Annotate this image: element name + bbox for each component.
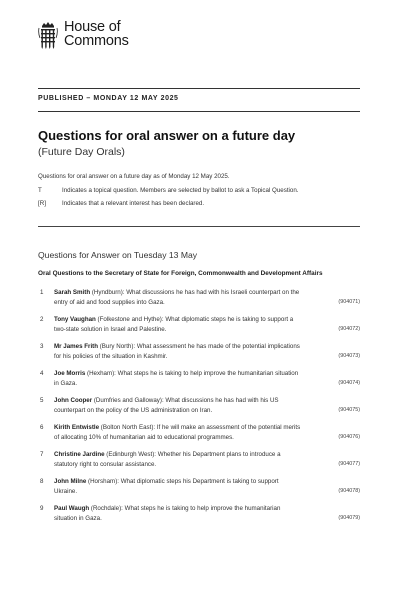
house-of-commons-logo — [38, 20, 129, 51]
constituency: (Hyndburn): — [90, 289, 127, 296]
logo-wordmark — [64, 20, 129, 48]
question-number: 6 — [40, 424, 44, 431]
top-divider — [38, 88, 360, 89]
question-number: 2 — [40, 316, 44, 323]
logo-line-2: Commons — [64, 33, 129, 49]
constituency: (Folkestone and Hythe): — [95, 316, 166, 323]
question-body — [54, 423, 324, 443]
question-item — [38, 342, 360, 369]
question-text-line-1: What discussions he has had with his Israeli counterpart on the — [126, 289, 300, 296]
question-body — [54, 315, 324, 335]
question-text-line-2: counterpart on the policy of the US administration on Iran. — [54, 406, 213, 414]
page-subtitle: (Future Day Orals) — [38, 146, 125, 158]
legend-symbol: [R] — [38, 200, 46, 207]
question-body — [54, 450, 324, 470]
legend-interest — [38, 200, 204, 207]
question-body — [54, 288, 324, 308]
question-item — [38, 477, 360, 504]
constituency: (Bolton North East): — [99, 424, 157, 431]
question-text-line-1: Whether his Department plans to introduce a — [157, 451, 281, 458]
question-item — [38, 315, 360, 342]
question-reference: (904071) — [338, 298, 360, 305]
published-divider — [38, 111, 360, 112]
member-name: Christine Jardine — [54, 451, 105, 458]
question-item — [38, 504, 360, 531]
question-item — [38, 288, 360, 315]
constituency: (Rochdale): — [89, 505, 125, 512]
question-reference: (904076) — [338, 433, 360, 440]
question-reference: (904079) — [338, 514, 360, 521]
question-text-line-2: of allocating 10% of humanitarian aid to educational programmes. — [54, 433, 234, 441]
section-heading: Oral Questions to the Secretary of State for Foreign, Commonwealth and Development Affairs — [38, 270, 323, 277]
page-title: Questions for oral answer on a future day — [38, 128, 296, 143]
question-text-line-1: If he will make an assessment of the potential merits — [156, 424, 301, 431]
question-number: 1 — [40, 289, 44, 296]
section-divider — [38, 226, 360, 227]
question-body — [54, 342, 324, 362]
question-reference: (904075) — [338, 406, 360, 413]
question-number: 9 — [40, 505, 44, 512]
question-number: 7 — [40, 451, 44, 458]
question-number: 8 — [40, 478, 44, 485]
legend-symbol: T — [38, 187, 42, 194]
question-number: 5 — [40, 397, 44, 404]
constituency: (Hexham): — [85, 370, 118, 377]
question-text-line-2: Ukraine. — [54, 487, 78, 495]
member-name: Mr James Frith — [54, 343, 99, 350]
legend-topical — [38, 187, 299, 194]
question-reference: (904078) — [338, 487, 360, 494]
question-item — [38, 396, 360, 423]
portcullis-icon — [38, 21, 58, 51]
question-text-line-1: What assessment he has made of the potential implications — [136, 343, 300, 350]
member-name: Kirith Entwistle — [54, 424, 100, 431]
intro-text: Questions for oral answer on a future day as of Monday 12 May 2025. — [38, 173, 230, 180]
question-text-line-2: for his policies of the situation in Kashmir. — [54, 352, 168, 360]
question-reference: (904077) — [338, 460, 360, 467]
question-text-line-2: statutory right to consular assistance. — [54, 460, 157, 468]
constituency: (Dumfries and Galloway): — [92, 397, 166, 404]
question-number: 4 — [40, 370, 44, 377]
question-text-line-2: entry of aid and food supplies into Gaza. — [54, 298, 165, 306]
member-name: Sarah Smith — [54, 289, 91, 296]
question-body — [54, 396, 324, 416]
question-text-line-1: What steps he is taking to help improve the humanitarian — [124, 505, 281, 512]
question-text-line-1: What diplomatic steps his Department is taking to support — [120, 478, 279, 485]
legend-text: Indicates a topical question. Members are selected by ballot to ask a Topical Question. — [62, 187, 299, 194]
question-number: 3 — [40, 343, 44, 350]
question-body — [54, 369, 324, 389]
question-text-line-1: What steps he is taking to help improve the humanitarian situation — [117, 370, 299, 377]
question-item — [38, 450, 360, 477]
question-reference: (904073) — [338, 352, 360, 359]
question-item — [38, 369, 360, 396]
question-text-line-2: situation in Gaza. — [54, 514, 102, 522]
question-text-line-1: What diplomatic steps he is taking to support a — [165, 316, 294, 323]
question-list — [38, 288, 360, 531]
constituency: (Bury North): — [98, 343, 137, 350]
member-name: Joe Morris — [54, 370, 86, 377]
question-reference: (904072) — [338, 325, 360, 332]
question-text-line-1: What discussions he has had with his US — [165, 397, 279, 404]
member-name: John Milne — [54, 478, 87, 485]
question-body — [54, 504, 324, 524]
section-date: Questions for Answer on Tuesday 13 May — [38, 250, 198, 260]
constituency: (Edinburgh West): — [104, 451, 158, 458]
question-text-line-2: in Gaza. — [54, 379, 78, 387]
member-name: John Cooper — [54, 397, 93, 404]
member-name: Tony Vaughan — [54, 316, 96, 323]
constituency: (Horsham): — [86, 478, 121, 485]
published-date: PUBLISHED – MONDAY 12 MAY 2025 — [38, 95, 179, 102]
logo-line-1: House of — [64, 19, 121, 35]
member-name: Paul Waugh — [54, 505, 90, 512]
question-body — [54, 477, 324, 497]
question-item — [38, 423, 360, 450]
question-text-line-2: two-state solution in Israel and Palestine. — [54, 325, 167, 333]
legend-text: Indicates that a relevant interest has been declared. — [62, 200, 205, 207]
question-reference: (904074) — [338, 379, 360, 386]
